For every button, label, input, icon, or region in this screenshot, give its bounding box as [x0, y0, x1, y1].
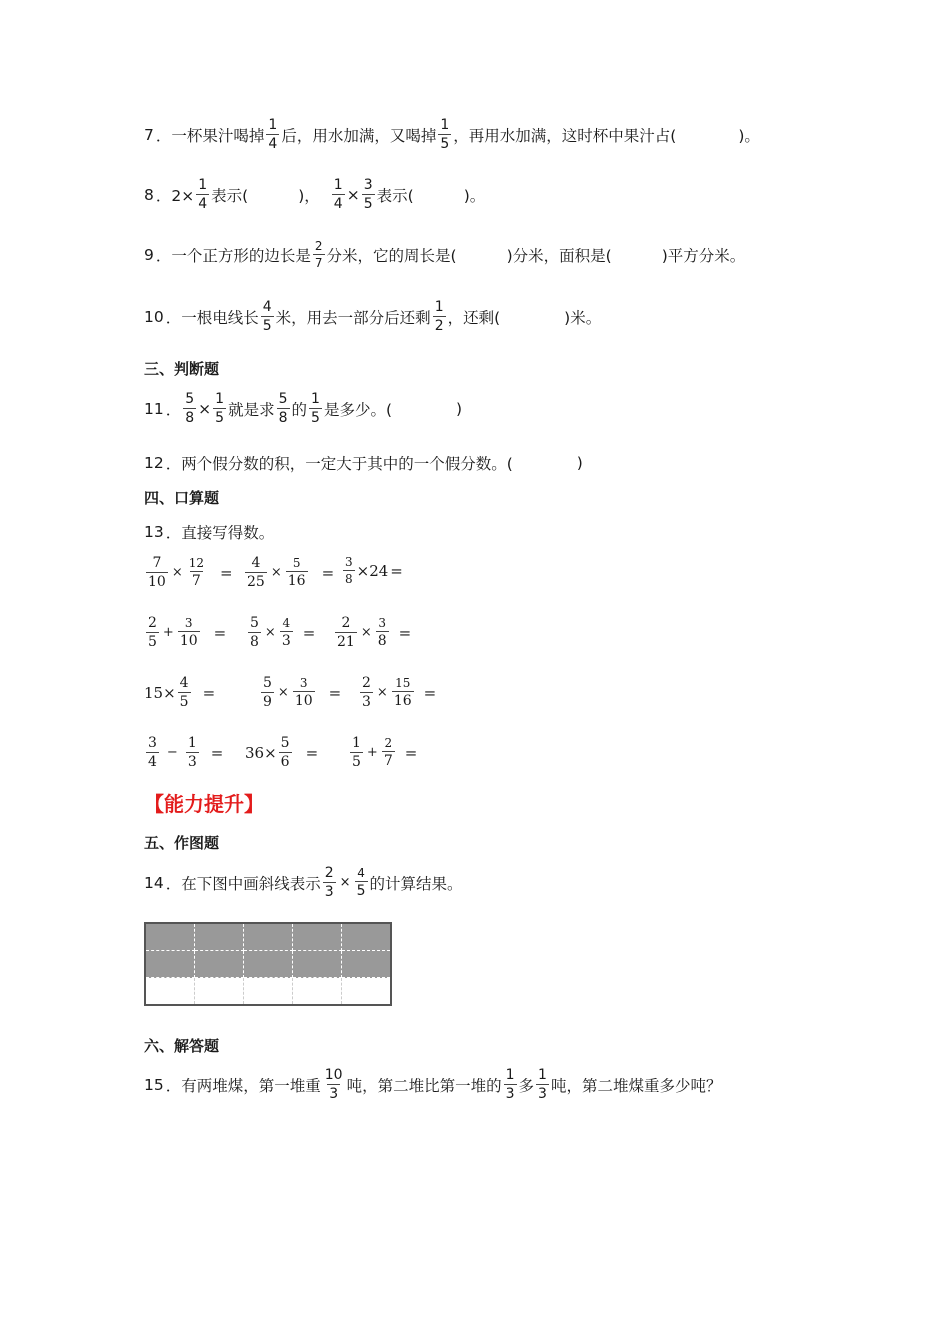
grid-cell-shaded[interactable]: [342, 951, 392, 978]
question-number: 15: [144, 1075, 164, 1094]
fraction: $\frac{1}{4}$: [268, 117, 278, 152]
question-text: 就是求: [228, 400, 275, 419]
fraction: $\frac{5}{16}$: [287, 556, 306, 589]
section-heading-solutions: 六、解答题: [144, 1037, 220, 1055]
grid-row: [145, 923, 391, 951]
question-number: 11: [144, 399, 164, 418]
question-11: [144, 392, 462, 425]
fraction: $\frac{1}{5}$: [352, 735, 361, 770]
question-13: [144, 521, 274, 543]
grid-cell-shaded[interactable]: [293, 951, 342, 978]
fraction: $\frac{2}{7}$: [314, 239, 323, 270]
fraction: $\frac{2}{3}$: [362, 675, 371, 710]
fraction: $\frac{2}{7}$: [383, 736, 393, 769]
question-text: 表示(: [211, 186, 249, 205]
question-text: )。: [738, 126, 760, 145]
question-text: ．一个正方形的边长是: [155, 246, 311, 265]
fraction: $\frac{7}{10}$: [148, 555, 166, 590]
grid-row: [145, 978, 391, 1006]
fraction: $\frac{2}{3}$: [324, 865, 334, 900]
fraction: $\frac{1}{5}$: [215, 391, 225, 426]
fraction: $\frac{15}{16}$: [393, 676, 412, 709]
question-text: )平方分米。: [661, 246, 746, 265]
grid-cell-shaded[interactable]: [293, 923, 342, 951]
question-number: 12: [144, 454, 164, 472]
section-heading-judgement: 三、判断题: [144, 360, 220, 378]
grid-cell-shaded[interactable]: [195, 951, 244, 978]
question-text: ．直接写得数。: [165, 524, 275, 542]
calc-item: 15× $\frac{4}{5}$ =: [144, 675, 216, 710]
fraction: $\frac{1}{3}$: [505, 1067, 515, 1102]
calc-item: $\frac{3}{8}$ ×24 =: [345, 555, 403, 586]
question-14: [144, 866, 463, 899]
fraction: $\frac{3}{4}$: [148, 735, 157, 770]
fraction: $\frac{3}{8}$: [377, 616, 387, 649]
fraction: $\frac{1}{5}$: [440, 117, 450, 152]
question-text: ．一根电线长: [165, 308, 259, 327]
calc-item: $\frac{2}{21}$ × $\frac{3}{8}$ =: [337, 615, 412, 650]
question-text: ): [576, 454, 583, 472]
grid-cell-shaded[interactable]: [342, 923, 392, 951]
question-text: 的: [291, 400, 308, 419]
fraction: $\frac{1}{4}$: [333, 177, 343, 212]
fraction: $\frac{3}{8}$: [345, 555, 353, 586]
fraction: $\frac{1}{4}$: [198, 177, 208, 212]
question-12: [144, 452, 583, 474]
fraction: $\frac{12}{7}$: [188, 556, 205, 589]
question-text: 吨，第二堆煤重多少吨？: [550, 1076, 722, 1095]
grid-cell-shaded[interactable]: [244, 923, 293, 951]
grid-cell-empty[interactable]: [244, 978, 293, 1006]
fraction: $\frac{5}{8}$: [250, 615, 259, 650]
section-heading-drawing: 五、作图题: [144, 834, 220, 852]
fraction: $\frac{4}{5}$: [262, 299, 272, 334]
question-text: ，再用水加满，这时杯中果汁占(: [453, 126, 677, 145]
times-sign: ×: [339, 875, 351, 890]
fraction: $\frac{1}{3}$: [187, 735, 197, 770]
grid-cell-shaded[interactable]: [145, 923, 195, 951]
grid-cell-shaded[interactable]: [244, 951, 293, 978]
question-text: )米。: [564, 308, 602, 327]
fraction: $\frac{5}{6}$: [280, 735, 290, 770]
grid-row: [145, 951, 391, 978]
question-text: 后，用水加满，又喝掉: [281, 126, 437, 145]
fraction: $\frac{5}{9}$: [263, 675, 272, 710]
question-text: 米，用去一部分后还剩: [275, 308, 431, 327]
fraction: $\frac{2}{5}$: [148, 615, 157, 650]
question-number: 8: [144, 185, 154, 204]
question-number: 13: [144, 523, 164, 541]
times-sign: ×: [346, 185, 360, 204]
ability-boost-banner: 【能力提升】: [144, 792, 264, 816]
question-text: ): [456, 399, 463, 418]
grid-cell-empty[interactable]: [293, 978, 342, 1006]
fraction: $\frac{4}{5}$: [356, 866, 366, 899]
calc-item: $\frac{3}{4}$ − $\frac{1}{3}$ =: [148, 735, 224, 770]
fraction: $\frac{5}{8}$: [185, 391, 195, 426]
fraction: $\frac{1}{2}$: [434, 299, 444, 334]
fraction: $\frac{2}{21}$: [337, 615, 355, 650]
question-text: ．2×: [155, 186, 195, 205]
grid-cell-empty[interactable]: [342, 978, 392, 1006]
calc-item: 36× $\frac{5}{6}$ =: [245, 735, 319, 770]
calc-item: $\frac{1}{5}$ + $\frac{2}{7}$ =: [352, 735, 418, 770]
fraction: $\frac{3}{10}$: [179, 616, 198, 649]
question-text: )。: [463, 186, 486, 205]
fraction: $\frac{3}{10}$: [294, 676, 313, 709]
question-number: 14: [144, 873, 164, 892]
grid-cell-shaded[interactable]: [195, 923, 244, 951]
grid-cell-empty[interactable]: [195, 978, 244, 1006]
question-15: [144, 1068, 721, 1101]
question-number: 7: [144, 125, 154, 144]
question-text: )分米，面积是(: [506, 246, 612, 265]
calc-item: $\frac{5}{9}$ × $\frac{3}{10}$ =: [263, 675, 342, 710]
question-text: ，还剩(: [447, 308, 501, 327]
drawing-grid[interactable]: [144, 922, 392, 1006]
question-text: 分米，它的周长是(: [326, 246, 457, 265]
fraction: $\frac{1}{3}$: [538, 1067, 547, 1102]
question-text: 吨，第二堆比第一堆的: [346, 1076, 502, 1095]
fraction: $\frac{4}{5}$: [179, 675, 189, 710]
question-text: ．在下图中画斜线表示: [165, 874, 321, 893]
question-7: [144, 118, 760, 151]
question-text: 的计算结果。: [369, 874, 463, 893]
calc-item: $\frac{5}{8}$ × $\frac{4}{3}$ =: [250, 615, 316, 650]
calc-item: $\frac{2}{3}$ × $\frac{15}{16}$ =: [362, 675, 437, 710]
fraction: $\frac{1}{5}$: [311, 391, 320, 426]
question-text: )，: [298, 186, 320, 205]
fraction: $\frac{3}{5}$: [363, 177, 373, 212]
question-number: 10: [144, 307, 164, 326]
calc-item: $\frac{2}{5}$ + $\frac{3}{10}$ =: [148, 615, 227, 650]
grid-cell-empty[interactable]: [145, 978, 195, 1006]
fraction: $\frac{5}{8}$: [278, 391, 288, 426]
question-text: ．: [165, 400, 182, 419]
question-text: ．两个假分数的积，一定大于其中的一个假分数。(: [165, 455, 513, 473]
question-number: 9: [144, 245, 154, 264]
section-heading-mental-math: 四、口算题: [144, 489, 220, 507]
fraction: $\frac{4}{3}$: [281, 616, 291, 649]
fraction: $\frac{4}{25}$: [247, 555, 265, 590]
question-text: ．一杯果汁喝掉: [155, 126, 265, 145]
calc-item: $\frac{7}{10}$ × $\frac{12}{7}$ =: [148, 555, 233, 590]
question-10: [144, 300, 601, 333]
calc-item: $\frac{4}{25}$ × $\frac{5}{16}$ =: [247, 555, 335, 590]
question-text: 表示(: [376, 186, 414, 205]
question-8: [144, 178, 485, 211]
question-9: [144, 240, 745, 269]
fraction: $\frac{10}{3}$: [324, 1067, 343, 1102]
grid-cell-shaded[interactable]: [145, 951, 195, 978]
question-text: 是多少。(: [323, 400, 393, 419]
question-text: 多: [518, 1076, 535, 1095]
times-sign: ×: [198, 399, 212, 418]
question-text: ．有两堆煤，第一堆重: [165, 1076, 321, 1095]
